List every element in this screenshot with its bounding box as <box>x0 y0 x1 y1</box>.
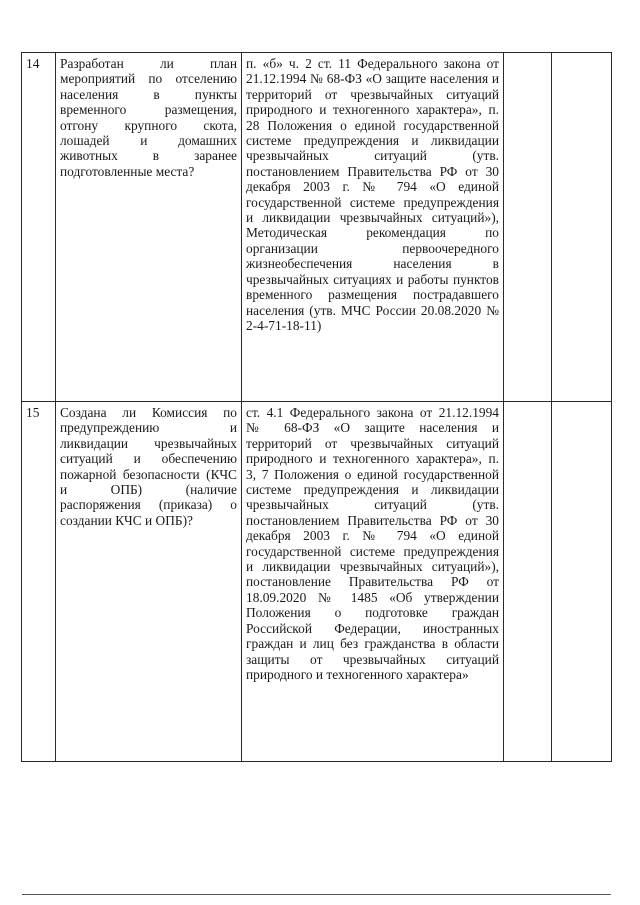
legal-reference-cell: п. «б» ч. 2 ст. 11 Федерального закона от 21.12.1994 № 68-ФЗ «О защите населения и территорий от чрезвычайных ситуаций природного и техногенного характера», п. 28 Положения о единой государственной системе предупреждения и ликвидации чрезвычайных ситуаций (утв. постановлением Правительства РФ от 30 декабря 2003 г. № 794 «О единой государственной системе предупреждения и ликвидации чрезвычайных ситуаций»), Методическая рекомендация по организации первоочередного жизнеобеспечения населения в чрезвычайных ситуациях и работы пунктов временного размещения пострадавшего населения (утв. МЧС России 20.08.2020 № 2-4-71-18-11) <box>242 53 504 402</box>
note-cell <box>552 53 612 402</box>
footer-divider <box>22 894 611 895</box>
answer-cell <box>504 402 552 762</box>
legal-reference-cell: ст. 4.1 Федерального закона от 21.12.1994 № 68-ФЗ «О защите населения и территорий от чрезвычайных ситуаций природного и техногенного характера», п. 3, 7 Положения о единой государственной системе предупреждения и ликвидации чрезвычайных ситуаций (утв. постановлением Правительства РФ от 30 декабря 2003 г. № 794 «О единой государственной системе предупреждения и ликвидации чрезвычайных ситуаций»), постановление Правительства РФ от 18.09.2020 № 1485 «Об утверждении Положения о подготовке граждан Российской Федерации, иностранных граждан и лиц без гражданства в области защиты от чрезвычайных ситуаций природного и техногенного характера» <box>242 402 504 762</box>
row-number: 15 <box>22 402 56 762</box>
question-cell: Создана ли Комиссия по предупреждению и ликвидации чрезвычайных ситуаций и обеспечению пожарной безопасности (КЧС и ОПБ) (наличие распоряжения (приказа) о создании КЧС и ОПБ)? <box>56 402 242 762</box>
checklist-table <box>21 52 612 762</box>
table-row <box>22 402 612 762</box>
table-row <box>22 53 612 402</box>
answer-cell <box>504 53 552 402</box>
question-cell: Разработан ли план мероприятий по отселению населения в пункты временного размещения, отгону крупного скота, лошадей и домашних животных в заранее подготовленные места? <box>56 53 242 402</box>
note-cell <box>552 402 612 762</box>
row-number: 14 <box>22 53 56 402</box>
